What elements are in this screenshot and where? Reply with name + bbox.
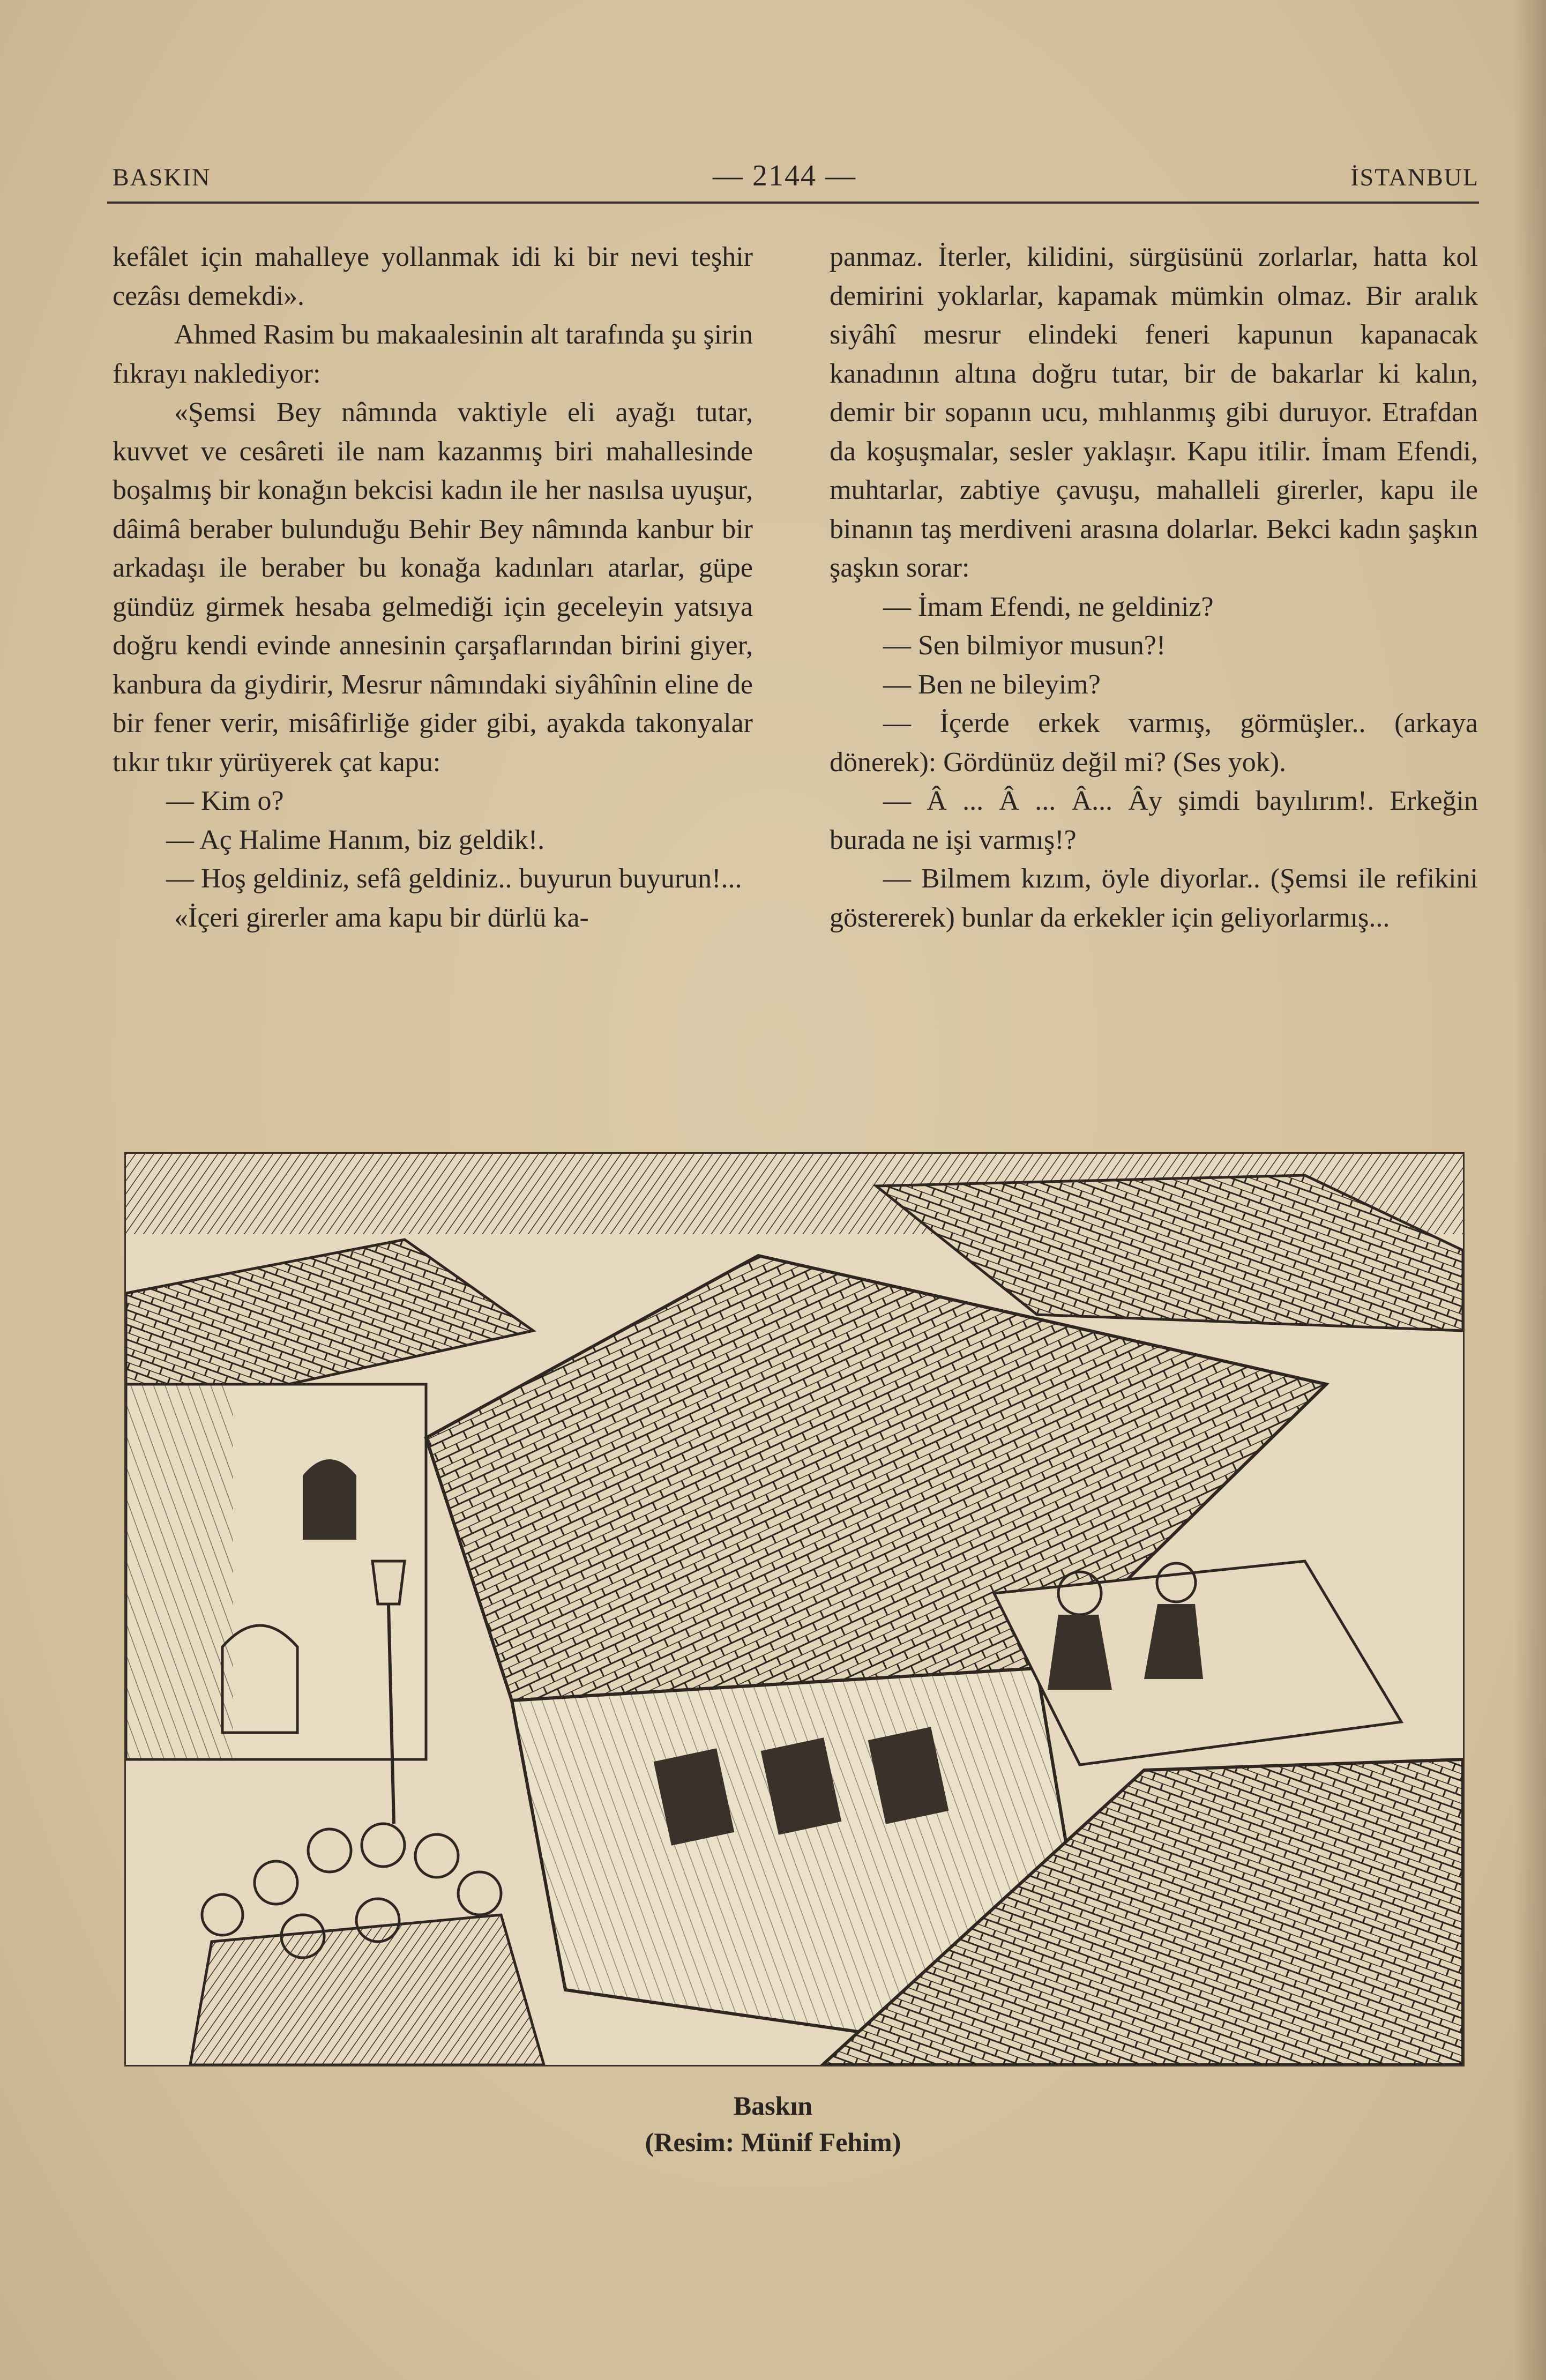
arched-window — [303, 1459, 356, 1540]
left-building-shade — [126, 1384, 233, 1759]
header-rule — [107, 202, 1479, 204]
paragraph: «İçeri girerler ama kapu bir dürlü ka- — [174, 902, 589, 933]
dialog-line: — Ben ne bileyim? — [883, 669, 1101, 700]
binding-shadow — [1514, 0, 1546, 2380]
dialog-line: — Aç Halime Hanım, biz geldik!. — [166, 824, 545, 855]
crowd-head — [415, 1834, 458, 1877]
crowd-head — [255, 1861, 297, 1904]
crowd-head — [362, 1824, 405, 1867]
raid-illustration — [124, 1152, 1465, 2066]
dialog-line: — İçerde erkek varmış, görmüşler.. (arkaya dönerek): Gördünüz değil mi? (Ses yok). — [830, 708, 1478, 778]
dialog-line: — Sen bilmiyor musun?! — [883, 630, 1166, 661]
crowd-head — [202, 1894, 243, 1935]
crowd-bodies — [190, 1915, 544, 2065]
paragraph: Ahmed Rasim bu makaalesinin alt tarafında şu şirin fıkrayı naklediyor: — [113, 319, 753, 389]
house-raid-drawing — [126, 1154, 1463, 2065]
crowd-head — [458, 1872, 501, 1915]
dialog-line: — Â ... Â ... Â... Ây şimdi bayılırım!. Erkeğin burada ne işi varmış!? — [830, 786, 1478, 855]
dialog-line: — Kim o? — [166, 786, 284, 816]
dialog-line: — İmam Efendi, ne geldiniz? — [883, 591, 1214, 622]
page-number: — 2144 — — [713, 159, 856, 192]
crowd-head — [308, 1829, 351, 1872]
street-lamp — [372, 1561, 405, 1604]
running-header — [113, 159, 1479, 196]
dialog-line: — Hoş geldiniz, sefâ geldiniz.. buyurun buyurun!... — [166, 863, 742, 894]
right-column — [830, 238, 1478, 937]
left-column — [113, 238, 753, 937]
paragraph: kefâlet için mahalleye yollanmak idi ki bir nevi teşhir cezâsı demekdi». — [113, 242, 753, 311]
dialog-line: — Bilmem kızım, öyle diyorlar.. (Şemsi ile refikini göstererek) bunlar da erkekler için geliyorlarmış... — [830, 863, 1478, 933]
left-roof — [126, 1240, 533, 1406]
header-publication: İSTANBUL — [1350, 163, 1479, 191]
paragraph: «Şemsi Bey nâmında vaktiyle eli ayağı tutar, kuvvet ve cesâreti ile nam kazanmış biri mahallesinde boşalmış bir konağın bekcisi kadın ile her nasılsa uyuşur, dâimâ beraber bulunduğu Behir Bey nâmında kanbur bir arkadaşı ile beraber bu konağa kadınları atarlar, güpe gündüz girmek hesaba gelmediği için geceleyin yatsıya doğru kendi evinde annesinin çarşaflarından birini giyer, kanbura da giydirir, Mesrur nâmındaki siyâhînin eline de bir fener verir, misâfirliğe gider gibi, ayakda takonyalar tıkır tıkır yürüyerek çat kapu: — [113, 397, 753, 778]
paragraph: panmaz. İterler, kilidini, sürgüsünü zorlarlar, hatta kol demirini yoklarlar, kapamak mümkin olmaz. Bir aralık siyâhî mesrur elindeki feneri kapunun kapanacak kanadının altına doğru tutar, bir de bakarlar ki kalın, demir bir sopanın ucu, mıhlanmış gibi duruyor. Etrafdan da koşuşmalar, sesler yaklaşır. Kapu itilir. İmam Efendi, muhtarlar, zabtiye çavuşu, mahalleli girerler, kapu ile binanın taş merdiveni arasına dolarlar. Bekci kadın şaşkın şaşkın sorar: — [830, 242, 1478, 583]
figure-caption: Baskın — [733, 2091, 813, 2121]
header-section-title: BASKIN — [113, 163, 211, 191]
crowd — [190, 1824, 544, 2065]
figure-credit: (Resim: Münif Fehim) — [645, 2127, 901, 2157]
